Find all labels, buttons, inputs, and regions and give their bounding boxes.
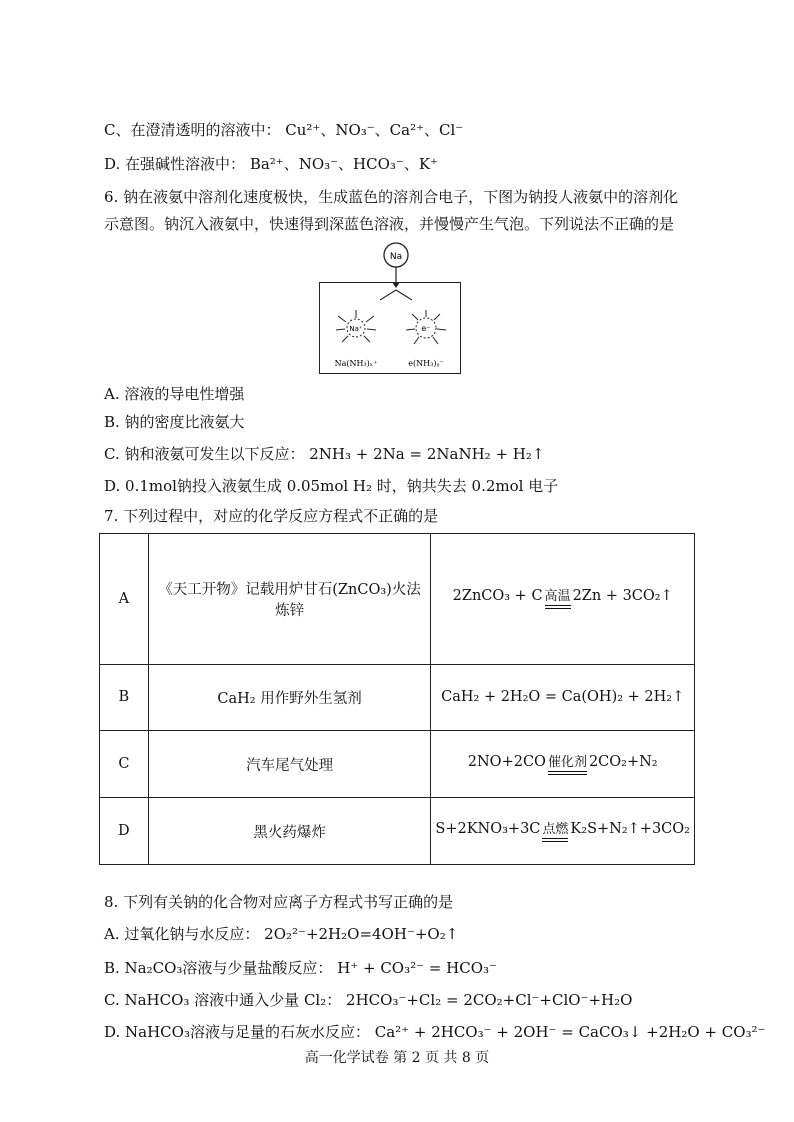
figure-frame <box>319 282 461 374</box>
reaction-condition: 高温 <box>543 590 573 609</box>
q6-option-d: D. 0.1mol钠投入液氨生成 0.05mol H₂ 时，钠共失去 0.2mol 电子 <box>104 477 559 495</box>
q8-option-b-prefix: B. Na₂CO₃溶液与少量盐酸反应： <box>104 959 333 977</box>
row-letter: B <box>100 664 149 731</box>
row-letter: C <box>100 731 149 798</box>
table-row <box>100 664 695 731</box>
q5-option-c-label: C、在澄清透明的溶液中： <box>104 121 281 139</box>
reaction-condition: 点燃 <box>540 823 570 842</box>
equation-rhs: K₂S+N₂↑+3CO₂ <box>570 820 690 837</box>
q8-option-d-prefix: D. NaHCO₃溶液与足量的石灰水反应： <box>104 1023 370 1041</box>
reaction-condition: 催化剂 <box>546 756 589 775</box>
equation-lhs: 2ZnCO₃ + C <box>452 588 543 605</box>
q8-option-d-equation: Ca²⁺ + 2HCO₃⁻ + 2OH⁻ = CaCO₃↓ +2H₂O + CO₃²⁻ <box>374 1023 766 1041</box>
caption-electron-complex: e(NH₃)ᵧ⁻ <box>408 359 444 368</box>
q6-option-c-prefix: C. 钠和液氨可发生以下反应： <box>104 445 305 463</box>
row-description: 黑火药爆炸 <box>148 798 431 865</box>
q6-option-c-equation: 2NH₃ + 2Na = 2NaNH₂ + H₂↑ <box>309 445 545 463</box>
table-row <box>100 534 695 665</box>
q7-stem: 7. 下列过程中，对应的化学反应方程式不正确的是 <box>104 507 439 525</box>
q8-option-b-equation: H⁺ + CO₃²⁻ = HCO₃⁻ <box>337 959 497 977</box>
q6-stem-line2: 示意图。钠沉入液氨中，快速得到深蓝色溶液，并慢慢产生气泡。下列说法不正确的是 <box>104 215 675 233</box>
row-description: 汽车尾气处理 <box>148 731 431 798</box>
row-description: CaH₂ 用作野外生氢剂 <box>148 664 431 731</box>
electron-label: e⁻ <box>421 324 431 333</box>
q8-option-c-equation: 2HCO₃⁻+Cl₂ = 2CO₂+Cl⁻+ClO⁻+H₂O <box>346 991 633 1009</box>
q5-option-c <box>104 120 463 140</box>
q5-option-d <box>104 154 438 174</box>
q8-option-c <box>104 990 632 1010</box>
equation-rhs: 2CO₂+N₂ <box>588 753 658 770</box>
q8-stem: 8. 下列有关钠的化合物对应离子方程式书写正确的是 <box>104 893 454 911</box>
q5-option-d-ions: Ba²⁺、NO₃⁻、HCO₃⁻、K⁺ <box>249 155 438 173</box>
table-row <box>100 731 695 798</box>
q5-option-d-label: D. 在强碱性溶液中： <box>104 155 246 173</box>
caption-na-complex: Na(NH₃)ₓ⁺ <box>334 359 378 368</box>
row-equation <box>431 534 695 665</box>
row-equation: CaH₂ + 2H₂O = Ca(OH)₂ + 2H₂↑ <box>431 664 695 731</box>
q6-option-c <box>104 444 544 464</box>
row-description: 《天工开物》记载用炉甘石(ZnCO₃)火法炼锌 <box>148 534 431 665</box>
q7-table <box>99 533 695 865</box>
na-ion-label: Na⁺ <box>349 325 363 333</box>
q5-option-c-ions: Cu²⁺、NO₃⁻、Ca²⁺、Cl⁻ <box>285 121 464 139</box>
na-label: Na <box>389 252 403 262</box>
q8-option-a-prefix: A. 过氧化钠与水反应： <box>104 925 260 943</box>
page-footer: 高一化学试卷 第 2 页 共 8 页 <box>304 1050 490 1066</box>
q8-option-a-equation: 2O₂²⁻+2H₂O=4OH⁻+O₂↑ <box>264 925 459 943</box>
q8-option-d <box>104 1022 765 1042</box>
equation-rhs: 2Zn + 3CO₂↑ <box>572 588 673 605</box>
q8-option-c-prefix: C. NaHCO₃ 溶液中通入少量 Cl₂： <box>104 991 342 1009</box>
row-letter: D <box>100 798 149 865</box>
row-letter: A <box>100 534 149 665</box>
row-equation <box>431 731 695 798</box>
table-row <box>100 798 695 865</box>
q8-option-a <box>104 924 458 944</box>
q6-stem-line1: 6. 钠在液氨中溶剂化速度极快，生成蓝色的溶剂合电子，下图为钠投人液氨中的溶剂化 <box>104 188 679 206</box>
q8-option-b <box>104 958 497 978</box>
q6-option-a: A. 溶液的导电性增强 <box>104 385 245 403</box>
row-equation <box>431 798 695 865</box>
equation-lhs: 2NO+2CO <box>467 753 546 770</box>
equation-lhs: S+2KNO₃+3C <box>435 820 541 837</box>
q6-option-b: B. 钠的密度比液氨大 <box>104 413 245 431</box>
